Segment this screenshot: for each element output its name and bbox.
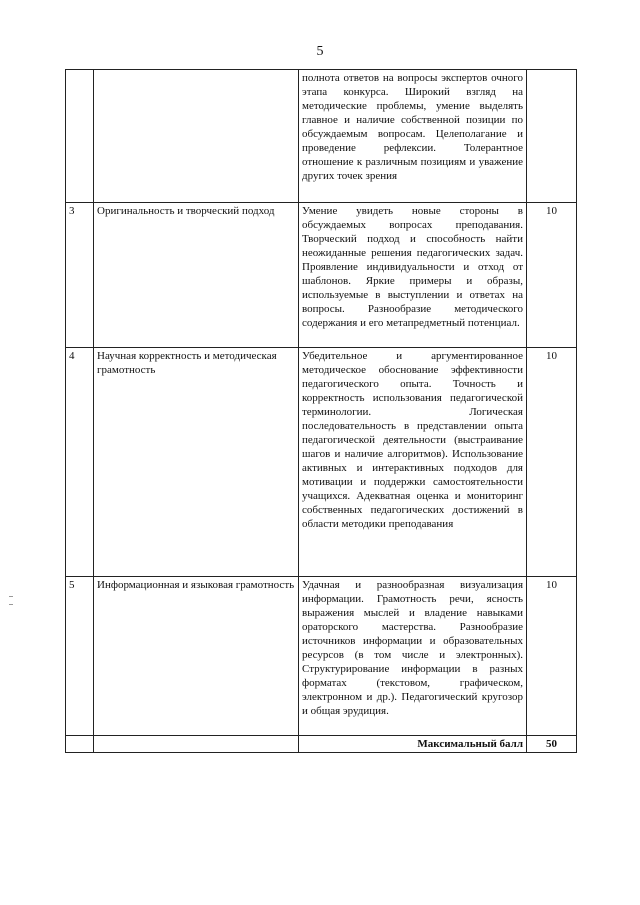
margin-mark <box>9 604 13 605</box>
total-label: Максимальный балл <box>299 736 527 753</box>
criterion-description: Убедительное и аргументированное методическое обоснование эффективности педагогического опыта. Точность и корректность использования педагогической терминологии. Логическая последовательность в представлении опыта педагогической деятельности (выстраивание шагов и наличие алгоритмов). Использование активных и интерактивных подходов для мотивации и поддержки самостоятельности учащихся. Адекватная оценка и мониторинг собственных педагогических достижений в области методики преподавания <box>299 348 527 577</box>
total-empty-cell <box>94 736 299 753</box>
criterion-description: Умение увидеть новые стороны в обсуждаемых вопросах преподавания. Творческий подход и способность найти неожиданные решения педагогических задач. Проявление индивидуальности и отход от шаблонов. Яркие примеры и образы, используемые в выступлении и ответах на вопросы. Разнообразие методического содержания и его метапредметный потенциал. <box>299 203 527 348</box>
criterion-name: Научная корректность и методическая грамотность <box>94 348 299 577</box>
criterion-score: 10 <box>527 203 577 348</box>
row-number: 5 <box>66 577 94 736</box>
criterion-description: полнота ответов на вопросы экспертов очного этапа конкурса. Широкий взгляд на методические проблемы, умение выделять главное и наличие собственной позиции по обсуждаемым вопросам. Целеполагание и проведение рефлексии. Толерантное отношение к различным позициям и уважение других точек зрения <box>299 70 527 203</box>
criterion-score: 10 <box>527 348 577 577</box>
criterion-name: Оригинальность и творческий подход <box>94 203 299 348</box>
criterion-name <box>94 70 299 203</box>
total-value: 50 <box>527 736 577 753</box>
margin-mark <box>9 596 13 597</box>
table-row <box>66 70 577 203</box>
table-row <box>66 348 577 577</box>
criterion-name: Информационная и языковая грамотность <box>94 577 299 736</box>
criterion-score <box>527 70 577 203</box>
table-row <box>66 203 577 348</box>
page-number: 5 <box>316 44 324 59</box>
row-number <box>66 70 94 203</box>
total-empty-cell <box>66 736 94 753</box>
total-row <box>66 736 577 753</box>
row-number: 3 <box>66 203 94 348</box>
criterion-score: 10 <box>527 577 577 736</box>
table-row <box>66 577 577 736</box>
criteria-table <box>65 69 577 753</box>
row-number: 4 <box>66 348 94 577</box>
criterion-description: Удачная и разнообразная визуализация информации. Грамотность речи, ясность выражения мыслей и владение навыками ораторского мастерства. Разнообразие источников информации и образовательных ресурсов (в том числе и электронных). Структурирование информации в разных форматах (текстовом, графическом, электронном и др.). Педагогический кругозор и общая эрудиция. <box>299 577 527 736</box>
